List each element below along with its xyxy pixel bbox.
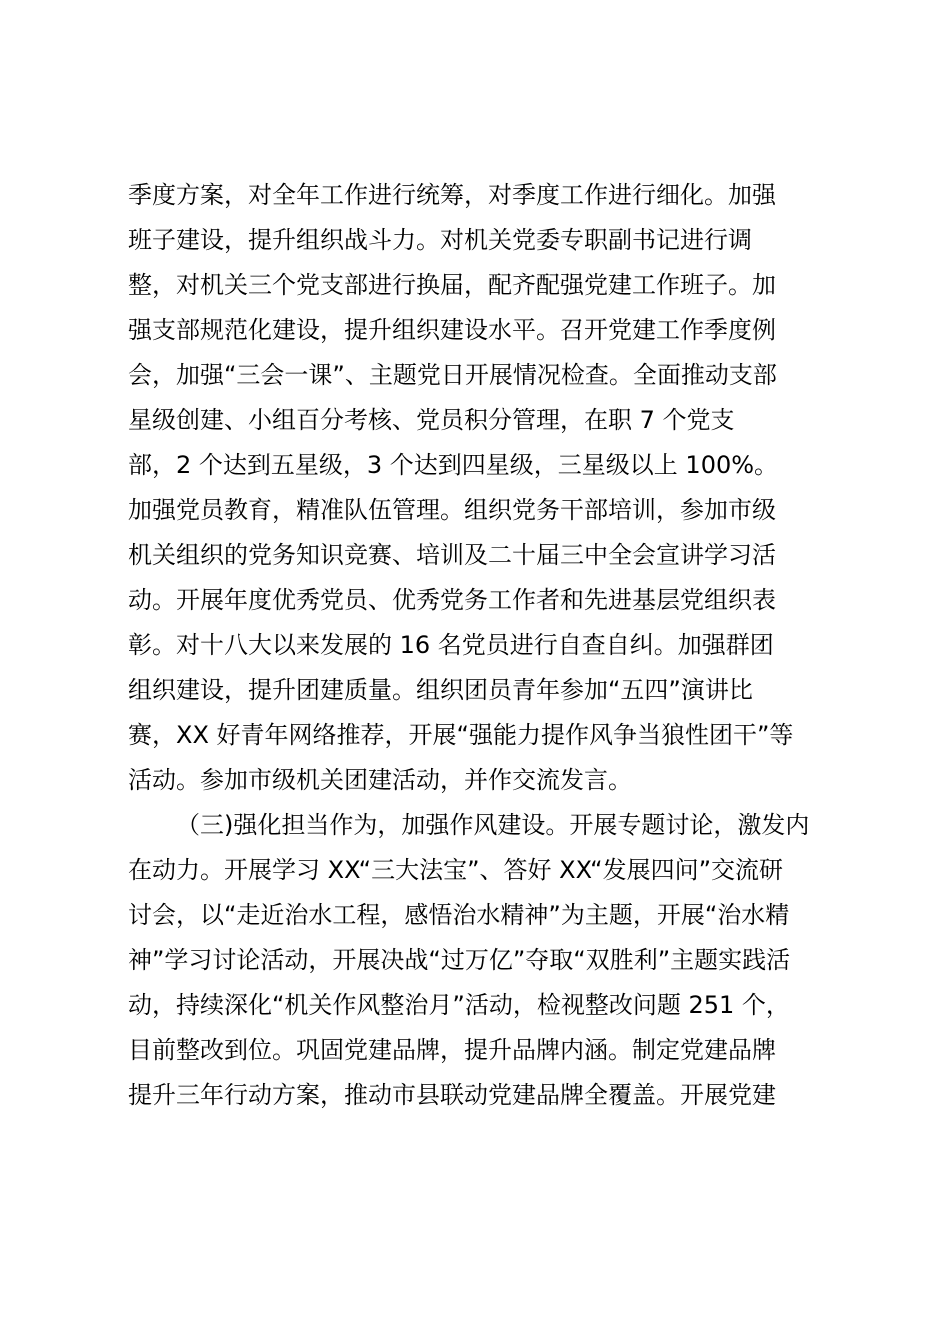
text-line: 在动力。开展学习 XX“三大法宝”、答好 XX“发展四问”交流研 (128, 856, 784, 884)
text-line: 班子建设，提升组织战斗力。对机关党委专职副书记进行调 (128, 226, 752, 254)
text-line: 强支部规范化建设，提升组织建设水平。召开党建工作季度例 (128, 316, 776, 344)
text-line: 部，2 个达到五星级，3 个达到四星级，三星级以上 100%。 (128, 451, 779, 479)
text-line: 彰。对十八大以来发展的 16 名党员进行自查自纠。加强群团 (128, 631, 774, 659)
text-line: 组织建设，提升团建质量。组织团员青年参加“五四”演讲比 (128, 676, 753, 704)
text-line: 整，对机关三个党支部进行换届，配齐配强党建工作班子。加 (128, 271, 776, 299)
text-line: 加强党员教育，精准队伍管理。组织党务干部培训，参加市级 (128, 496, 776, 524)
text-line: 讨会，以“走近治水工程，感悟治水精神”为主题，开展“治水精 (128, 901, 790, 929)
text-line: 星级创建、小组百分考核、党员积分管理，在职 7 个党支 (128, 406, 735, 434)
text-line: 赛，XX 好青年网络推荐，开展“强能力提作风争当狼性团干”等 (128, 721, 794, 749)
text-line: 动，持续深化“机关作风整治月”活动，检视整改问题 251 个， (128, 991, 790, 1019)
text-line: 动。开展年度优秀党员、优秀党务工作者和先进基层党组织表 (128, 586, 776, 614)
text-line: 提升三年行动方案，推动市县联动党建品牌全覆盖。开展党建 (128, 1081, 776, 1109)
text-line: 机关组织的党务知识竞赛、培训及二十届三中全会宣讲学习活 (128, 541, 776, 569)
text-line: 神”学习讨论活动，开展决战“过万亿”夺取“双胜利”主题实践活 (128, 946, 791, 974)
text-line: 季度方案，对全年工作进行统筹，对季度工作进行细化。加强 (128, 181, 776, 209)
paragraph-first-line: （三)强化担当作为，加强作风建设。开展专题讨论，激发内 (176, 811, 810, 839)
text-line: 目前整改到位。巩固党建品牌，提升品牌内涵。制定党建品牌 (128, 1036, 776, 1064)
text-line: 活动。参加市级机关团建活动，并作交流发言。 (128, 766, 632, 794)
text-line: 会，加强“三会一课”、主题党日开展情况检查。全面推动支部 (128, 361, 777, 389)
